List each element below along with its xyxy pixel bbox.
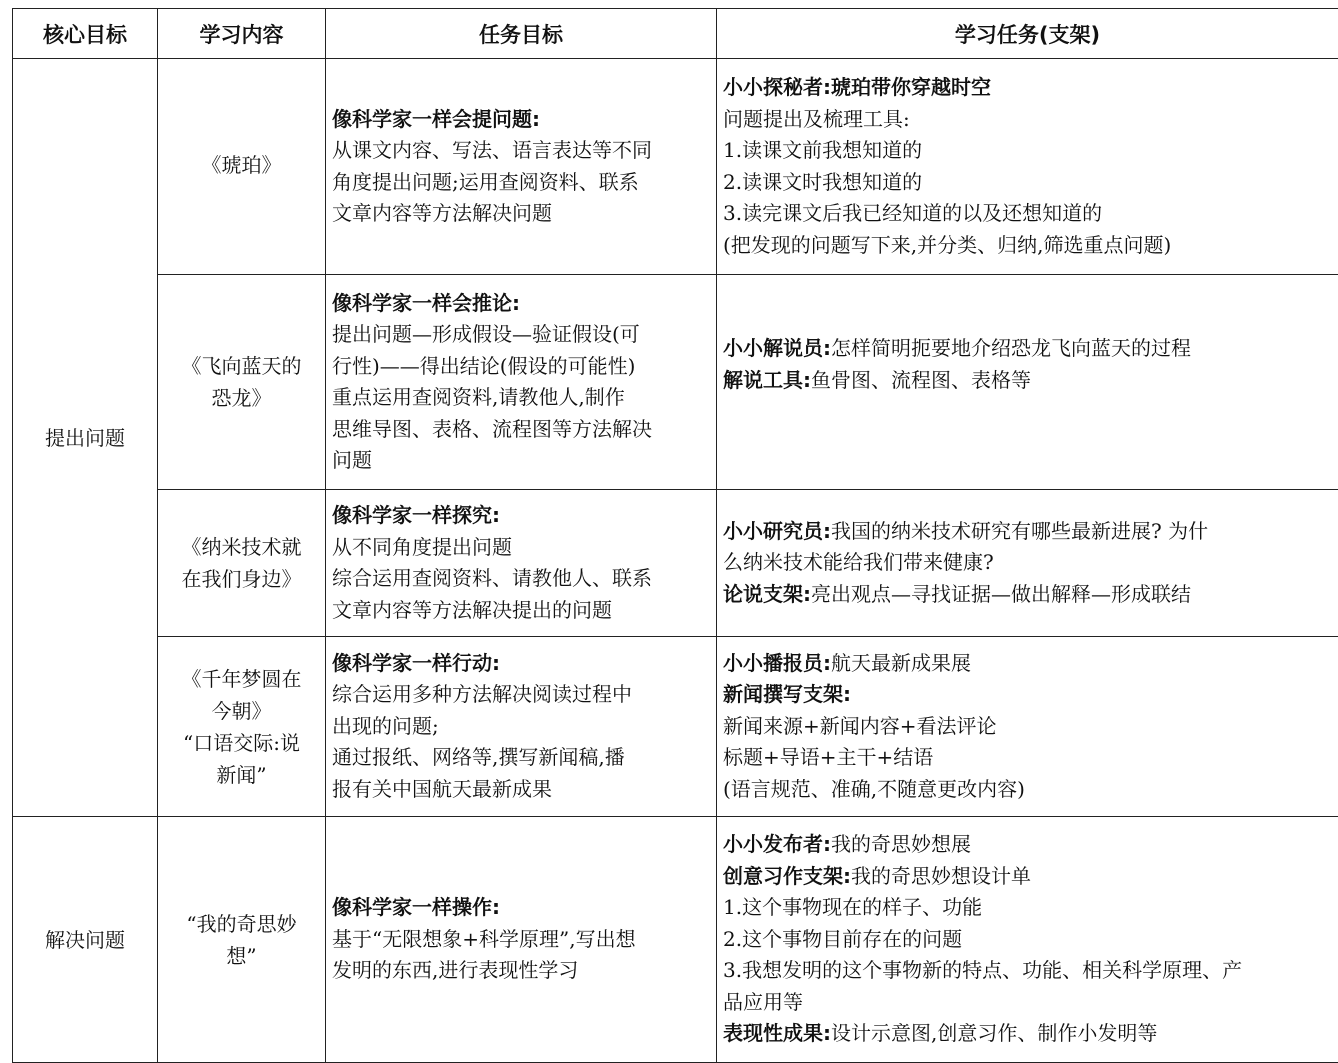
goal-line: 重点运用查阅资料,请教他人,制作 [332, 382, 712, 414]
task-line: 新闻撰写支架: [723, 679, 1334, 711]
goal-title: 像科学家一样行动: [332, 648, 712, 680]
task-line: 问题提出及梳理工具: [723, 104, 1334, 136]
task-cell [717, 490, 1338, 637]
content-cell [158, 275, 326, 490]
task-line: 2.读课文时我想知道的 [723, 167, 1334, 199]
goal-line: 文章内容等方法解决问题 [332, 198, 712, 230]
task-line: 小小发布者:我的奇思妙想展 [723, 829, 1334, 861]
goal-line: 报有关中国航天最新成果 [332, 774, 712, 806]
goal-cell [326, 817, 717, 1063]
table-row [13, 817, 1338, 1063]
goal-line: 从不同角度提出问题 [332, 532, 712, 564]
goal-line: 出现的问题; [332, 711, 712, 743]
task-line: 2.这个事物目前存在的问题 [723, 924, 1334, 956]
goal-title: 像科学家一样会推论: [332, 288, 712, 320]
goal-line: 发明的东西,进行表现性学习 [332, 955, 712, 987]
task-line: 标题+导语+主干+结语 [723, 742, 1334, 774]
task-cell [717, 275, 1338, 490]
table-row [13, 490, 1338, 637]
learning-task-table [12, 8, 1338, 1063]
table-row [13, 637, 1338, 817]
task-line: 新闻来源+新闻内容+看法评论 [723, 711, 1334, 743]
task-line: 品应用等 [723, 987, 1334, 1019]
header-task-goal: 任务目标 [326, 9, 717, 59]
goal-cell [326, 275, 717, 490]
task-line: 小小解说员:怎样简明扼要地介绍恐龙飞向蓝天的过程 [723, 333, 1334, 365]
task-line: 小小播报员:航天最新成果展 [723, 648, 1334, 680]
goal-title: 像科学家一样操作: [332, 892, 712, 924]
task-line: 表现性成果:设计示意图,创意习作、制作小发明等 [723, 1018, 1334, 1050]
content-cell [158, 637, 326, 817]
content-line: 新闻” [158, 759, 325, 791]
goal-line: 思维导图、表格、流程图等方法解决 [332, 414, 712, 446]
task-line: 1.这个事物现在的样子、功能 [723, 892, 1334, 924]
header-learning-task: 学习任务(支架) [717, 9, 1338, 59]
goal-line: 问题 [332, 445, 712, 477]
task-line: 小小探秘者:琥珀带你穿越时空 [723, 72, 1334, 104]
content-cell [158, 490, 326, 637]
task-line: 解说工具:鱼骨图、流程图、表格等 [723, 365, 1334, 397]
content-line: 恐龙》 [158, 382, 325, 414]
task-cell [717, 637, 1338, 817]
task-line: 小小研究员:我国的纳米技术研究有哪些最新进展? 为什 [723, 516, 1334, 548]
goal-cell [326, 59, 717, 275]
goal-cell [326, 490, 717, 637]
goal-line: 从课文内容、写法、语言表达等不同 [332, 135, 712, 167]
content-line: 在我们身边》 [158, 563, 325, 595]
content-line: 《纳米技术就 [158, 531, 325, 563]
task-line: 3.读完课文后我已经知道的以及还想知道的 [723, 198, 1334, 230]
task-line: 么纳米技术能给我们带来健康? [723, 547, 1334, 579]
header-row [13, 9, 1338, 59]
header-core-goal: 核心目标 [13, 9, 158, 59]
content-line: 《琥珀》 [158, 149, 325, 181]
goal-cell [326, 637, 717, 817]
task-line: (语言规范、准确,不随意更改内容) [723, 774, 1334, 806]
content-line: 想” [158, 940, 325, 972]
goal-line: 角度提出问题;运用查阅资料、联系 [332, 167, 712, 199]
goal-line: 综合运用多种方法解决阅读过程中 [332, 679, 712, 711]
task-cell [717, 817, 1338, 1063]
task-cell [717, 59, 1338, 275]
group-label: 提出问题 [13, 59, 158, 817]
task-line: (把发现的问题写下来,并分类、归纳,筛选重点问题) [723, 230, 1334, 262]
content-line: “我的奇思妙 [158, 908, 325, 940]
table-row [13, 59, 1338, 275]
goal-title: 像科学家一样探究: [332, 500, 712, 532]
goal-line: 综合运用查阅资料、请教他人、联系 [332, 563, 712, 595]
task-line: 论说支架:亮出观点—寻找证据—做出解释—形成联结 [723, 579, 1334, 611]
task-line: 1.读课文前我想知道的 [723, 135, 1334, 167]
goal-title: 像科学家一样会提问题: [332, 104, 712, 136]
goal-line: 行性)——得出结论(假设的可能性) [332, 351, 712, 383]
task-line: 3.我想发明的这个事物新的特点、功能、相关科学原理、产 [723, 955, 1334, 987]
group-label: 解决问题 [13, 817, 158, 1063]
content-line: 《飞向蓝天的 [158, 350, 325, 382]
goal-line: 提出问题—形成假设—验证假设(可 [332, 319, 712, 351]
content-line: 《千年梦圆在 [158, 663, 325, 695]
content-line: 今朝》 [158, 695, 325, 727]
table-row [13, 275, 1338, 490]
goal-line: 通过报纸、网络等,撰写新闻稿,播 [332, 742, 712, 774]
header-content: 学习内容 [158, 9, 326, 59]
content-cell [158, 59, 326, 275]
goal-line: 文章内容等方法解决提出的问题 [332, 595, 712, 627]
content-line: “口语交际:说 [158, 727, 325, 759]
content-cell [158, 817, 326, 1063]
goal-line: 基于“无限想象+科学原理”,写出想 [332, 924, 712, 956]
task-line: 创意习作支架:我的奇思妙想设计单 [723, 861, 1334, 893]
